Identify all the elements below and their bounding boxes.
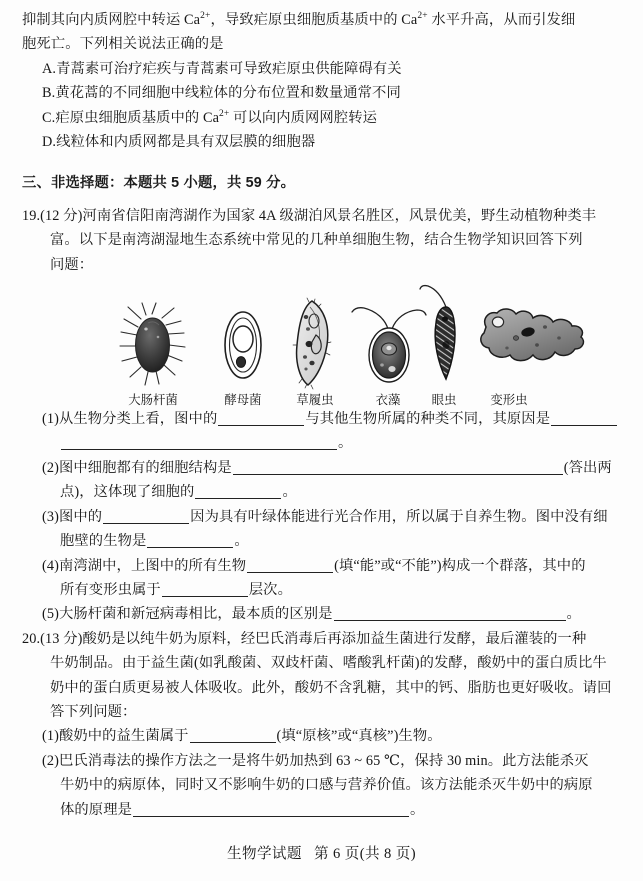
q19-3-blank-2[interactable]: [147, 533, 233, 548]
q19-1-text-a: (1)从生物分类上看，图中的: [42, 411, 218, 428]
q19-4-text-a: (4)南湾湖中，上图中的所有生物: [42, 557, 247, 574]
question-20-stem-text-1: 酸奶是以纯牛奶为原料，经巴氏消毒后再添加益生菌进行发酵，最后灌装的一种: [82, 630, 587, 647]
q19-3-text-c: 胞壁的生物是: [60, 533, 147, 550]
organism-caption-chlamydomonas: 衣藻: [375, 393, 401, 408]
q19-4-blank-2[interactable]: [162, 582, 248, 597]
question-19-sub-3-line-2: [22, 529, 622, 553]
question-20-stem-line-1: [22, 627, 622, 651]
q19-1-period: 。: [338, 435, 353, 452]
option-d: [22, 130, 622, 154]
question-20-sub-2-line-3: [22, 798, 622, 822]
q19-2-text-c: 点)，这体现了细胞的: [60, 484, 195, 501]
question-19-stem-line-1: [22, 204, 622, 228]
option-b-text: 黄花蒿的不同细胞中线粒体的分布位置和数量通常不同: [55, 85, 401, 102]
option-a-text: 青蒿素可治疗疟疾与青蒿素可导致疟原虫供能障碍有关: [56, 60, 402, 77]
option-c-label: C.: [42, 109, 56, 126]
organism-caption-paramecium: 草履虫: [296, 393, 334, 408]
q19-2-blank-2[interactable]: [195, 484, 281, 499]
q19-3-period: 。: [234, 533, 249, 550]
question-19-sub-2-line-2: [22, 480, 622, 504]
q19-2-text-b: (答出两: [563, 459, 612, 476]
q20-2-blank-1[interactable]: [133, 802, 409, 817]
question-19-sub-5: [22, 602, 622, 626]
page-footer: [0, 842, 643, 863]
organism-caption-yeast: 酵母菌: [224, 393, 262, 408]
organism-figure: [22, 287, 622, 407]
q20-1-text-a: (1)酸奶中的益生菌属于: [42, 728, 189, 745]
organism-caption-ecoli: 大肠杆菌: [128, 393, 178, 408]
section-heading: 三、非选择题：本题共 5 小题，共 59 分。: [22, 175, 296, 192]
chlamydomonas-icon: [352, 299, 426, 387]
option-d-label: D.: [42, 134, 57, 151]
page-content-column: [22, 8, 622, 822]
question-20-stem-line-2: 牛奶制品。由于益生菌(如乳酸菌、双歧杆菌、嗜酸乳杆菌)的发酵，酸奶中的蛋白质比牛: [50, 655, 607, 672]
organism-caption-amoeba: 变形虫: [490, 393, 528, 408]
q19-1-blank-3[interactable]: [61, 435, 337, 450]
q19-2-blank-1[interactable]: [233, 460, 563, 475]
q19-3-blank-1[interactable]: [103, 509, 189, 524]
organism-caption-euglena: 眼虫: [431, 393, 457, 408]
q19-5-text-a: (5)大肠杆菌和新冠病毒相比，最本质的区别是: [42, 606, 333, 623]
question-19-sub-1-line-2: [22, 431, 622, 455]
question-19-sub-4-line-2: [22, 578, 622, 602]
calcium-superscript-1: 2+: [200, 11, 211, 22]
question-19-sub-1-line-1: [22, 407, 622, 431]
carryover-stem-text-b: ，导致疟原虫细胞质基质中的 Ca: [210, 12, 418, 28]
yeast-cell-icon: [220, 307, 266, 383]
q19-4-blank-1[interactable]: [247, 558, 333, 573]
q20-2-text-a: 体的原理是: [60, 801, 132, 818]
q19-2-text-a: (2)图中细胞都有的细胞结构是: [42, 459, 232, 476]
q20-1-text-b: (填“原核”或“真核”)生物。: [276, 728, 442, 745]
calcium-superscript-2: 2+: [417, 11, 428, 22]
q19-5-period: 。: [566, 606, 581, 623]
paramecium-icon: [286, 297, 344, 389]
footer-subject: 生物学试题: [226, 846, 302, 862]
question-20-stem-line-3: 奶中的蛋白质更易被人体吸收。此外，酸奶不含乳糖，其中的钙、脂肪也更好吸收。请回: [50, 679, 612, 696]
euglena-icon: [420, 285, 468, 389]
question-20-sub-2-line-2: 牛奶中的病原体，同时又不影响牛奶的口感与营养价值。该方法能杀灭牛奶中的病原: [60, 777, 593, 794]
option-b: [22, 81, 622, 105]
carryover-stem-line-1: [22, 8, 622, 32]
question-20-score: (13 分): [40, 630, 83, 647]
q19-5-blank-1[interactable]: [334, 606, 566, 621]
q19-4-text-c: 所有变形虫属于: [60, 581, 161, 598]
q19-1-blank-1[interactable]: [218, 411, 304, 426]
q19-4-text-b: (填“能”或“不能”)构成一个群落，其中的: [334, 557, 586, 574]
option-c-text-b: 可以向内质网网腔转运: [229, 109, 378, 126]
q20-2-period: 。: [409, 801, 425, 818]
option-c-text-a: 疟原虫细胞质基质中的 Ca: [55, 109, 220, 126]
option-b-label: B.: [42, 85, 56, 102]
option-a-label: A.: [42, 60, 57, 77]
question-20-number: 20.: [22, 630, 41, 647]
option-c: [22, 106, 622, 130]
amoeba-icon: [474, 305, 586, 371]
question-19-sub-4-line-1: [22, 554, 622, 578]
question-19-stem-line-3: 问题：: [50, 256, 94, 273]
ecoli-bacterium-icon: [118, 301, 188, 389]
question-20-stem-line-4: 答下列问题：: [50, 703, 137, 720]
question-19-sub-3-line-1: [22, 505, 622, 529]
option-d-text: 线粒体和内质网都是具有双层膜的细胞器: [56, 134, 316, 151]
question-19-number: 19.: [22, 207, 41, 224]
question-19-stem-line-2: 富。以下是南湾湖湿地生态系统中常见的几种单细胞生物，结合生物学知识回答下列: [50, 232, 583, 249]
q20-1-blank-1[interactable]: [190, 728, 276, 743]
question-19-sub-2-line-1: [22, 456, 622, 480]
footer-page-label: 第 6 页(共 8 页): [313, 846, 417, 862]
option-c-superscript: 2+: [219, 108, 230, 119]
question-19-stem-text-1: 河南省信阳南湾湖作为国家 4A 级湖泊风景名胜区，风景优美，野生动植物种类丰: [82, 207, 597, 224]
q19-3-text-a: (3)图中的: [42, 508, 103, 525]
question-20-sub-2-line-1: (2)巴氏消毒法的操作方法之一是将牛奶加热到 63 ~ 65 ℃，保持 30 min。此方法能杀灭: [42, 752, 589, 769]
q19-2-period: 。: [282, 484, 297, 501]
q19-1-blank-2[interactable]: [551, 411, 617, 426]
q19-1-text-b: 与其他生物所属的种类不同，其原因是: [305, 411, 551, 428]
question-20-sub-1: [22, 724, 622, 748]
option-a: [22, 57, 622, 81]
q19-3-text-b: 因为具有叶绿体能进行光合作用，所以属于自养生物。图中没有细: [190, 508, 608, 525]
carryover-stem-line-2: 胞死亡。下列相关说法正确的是: [22, 36, 224, 53]
q19-4-text-d: 层次。: [248, 581, 292, 598]
question-19-score: (12 分): [40, 207, 83, 224]
carryover-stem-text-a: 抑制其向内质网腔中转运 Ca: [22, 12, 201, 28]
carryover-stem-text-c: 水平升高，从而引发细: [427, 12, 576, 28]
